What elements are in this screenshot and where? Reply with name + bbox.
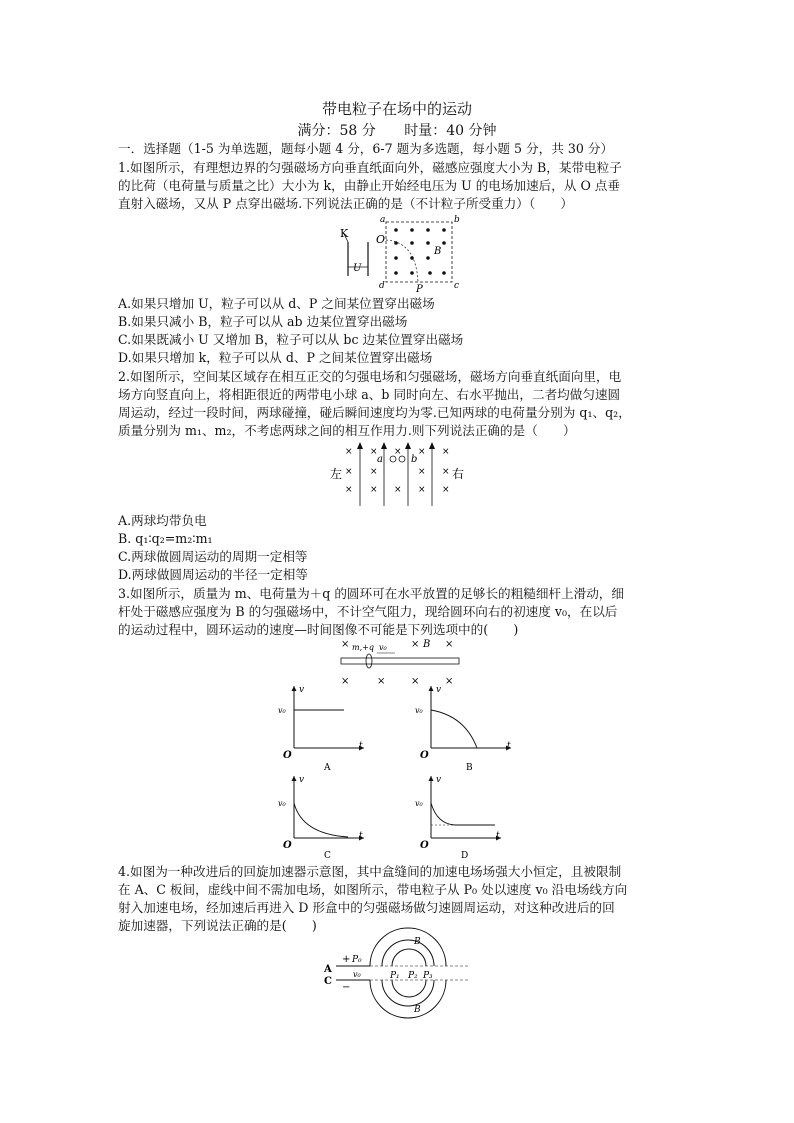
v0-label: v₀ bbox=[415, 799, 423, 808]
q2-option-b[interactable]: B. q₁∶q₂=m₂∶m₁ bbox=[118, 531, 213, 546]
graph-c bbox=[278, 772, 368, 860]
q1-option-a[interactable]: A.如果只增加 U，粒子可以从 d、P 之间某位置穿出磁场 bbox=[118, 296, 435, 311]
q2-option-c[interactable]: C.两球做圆周运动的周期一定相等 bbox=[118, 549, 308, 564]
svg-text:×: × bbox=[442, 485, 450, 495]
axis-v: v bbox=[436, 775, 442, 785]
v0-label: v₀ bbox=[415, 706, 423, 715]
q2-text-line: 质量分别为 m₁、m₂，不考虑两球之间的相互作用力.则下列说法正确的是（ ） bbox=[118, 423, 576, 438]
ball-b bbox=[399, 456, 405, 462]
label-B: B bbox=[423, 639, 431, 650]
v0-label: v₀ bbox=[278, 799, 286, 808]
full-score: 满分：58 分 bbox=[297, 123, 376, 139]
q2-text-line: 2.如图所示，空间某区域存在相互正交的匀强电场和匀强磁场，磁场方向垂直纸面向里，电 bbox=[118, 369, 622, 384]
svg-text:×: × bbox=[445, 639, 454, 650]
label-v0: v₀ bbox=[379, 643, 387, 652]
origin: O bbox=[283, 840, 292, 851]
curve bbox=[294, 803, 348, 837]
label-U: U bbox=[353, 263, 362, 274]
label-mq: m,+q bbox=[352, 643, 374, 652]
axis-v: v bbox=[436, 685, 442, 695]
axis-t: t bbox=[496, 831, 500, 841]
q1-option-b[interactable]: B.如果只减小 B，粒子可以从 ab 边某位置穿出磁场 bbox=[118, 314, 408, 329]
svg-text:×: × bbox=[442, 447, 450, 457]
label-a: a bbox=[380, 215, 386, 225]
svg-text:×: × bbox=[370, 467, 378, 477]
q1-text-line: 的比荷（电荷量与质量之比）大小为 k，由静止开始经电压为 U 的电场加速后，从 O 点垂 bbox=[118, 178, 620, 193]
label-P0: P₀ bbox=[352, 955, 362, 965]
q2-option-d[interactable]: D.两球做圆周运动的半径一定相等 bbox=[118, 567, 308, 582]
axis-t: t bbox=[359, 741, 363, 751]
graph-d bbox=[415, 772, 505, 860]
label-b: b bbox=[411, 454, 418, 465]
label-v0: v₀ bbox=[353, 970, 361, 979]
graph-label: C bbox=[324, 851, 331, 861]
page-title: 带电粒子在场中的运动 bbox=[321, 100, 472, 118]
q4-figure bbox=[320, 934, 480, 1016]
graph-label: B bbox=[466, 763, 473, 773]
q2-text-line: 场方向竖直向上，将相距很近的两带电小球 a、b 同时向左、右水平抛出，二者均做匀速圆 bbox=[118, 387, 621, 402]
rod bbox=[341, 658, 459, 664]
svg-text:×: × bbox=[418, 467, 426, 477]
exam-info bbox=[0, 120, 794, 140]
origin: O bbox=[420, 750, 429, 761]
q1-option-c[interactable]: C.如果既减小 U 又增加 B，粒子可以从 bc 边某位置穿出磁场 bbox=[118, 332, 464, 347]
curve bbox=[431, 803, 495, 825]
label-c: c bbox=[454, 281, 460, 291]
q4-text-line: 4.如图为一种改进后的回旋加速器示意图，其中盒缝间的加速电场场强大小恒定，且被限制 bbox=[118, 864, 622, 879]
svg-text:×: × bbox=[345, 485, 353, 495]
q4-text-line: 射入加速电场，经加速后再进入 D 形盒中的匀强磁场做匀速圆周运动，对这种改进后的回 bbox=[118, 900, 615, 915]
label-B: B bbox=[434, 246, 442, 257]
svg-text:×: × bbox=[394, 447, 402, 457]
q2-text-line: 周运动，经过一段时间，两球碰撞，碰后瞬间速度均为零.已知两球的电荷量分别为 q₁、q₂， bbox=[118, 405, 631, 420]
q4-text-line: 旋加速器，下列说法正确的是( ) bbox=[118, 918, 317, 933]
graph-a bbox=[278, 682, 368, 772]
svg-text:×: × bbox=[341, 639, 350, 650]
label-C: C bbox=[324, 976, 332, 987]
v0-label: v₀ bbox=[278, 706, 286, 715]
section-heading: 一．选择题（1-5 为单选题，题每小题 4 分，6-7 题为多选题，每小题 5 分，共 30 分） bbox=[118, 141, 614, 156]
q1-figure bbox=[330, 212, 470, 294]
svg-text:×: × bbox=[418, 485, 426, 495]
label-P1: P₁ bbox=[390, 971, 400, 981]
svg-text:×: × bbox=[411, 676, 420, 687]
svg-text:×: × bbox=[345, 447, 353, 457]
q1-text-line: 直射入磁场，又从 P 点穿出磁场.下列说法正确的是（不计粒子所受重力）（ ） bbox=[118, 196, 573, 211]
q3-text-line: 杆处于磁感应强度为 B 的匀强磁场中，不计空气阻力，现给圆环向右的初速度 v₀，在以后 bbox=[118, 604, 618, 619]
origin: O bbox=[420, 840, 429, 851]
label-plus: + bbox=[342, 954, 351, 965]
svg-text:×: × bbox=[411, 639, 420, 650]
q1-option-d[interactable]: D.如果只增加 k，粒子可以从 d、P 之间某位置穿出磁场 bbox=[118, 350, 433, 365]
label-B-bottom: B bbox=[414, 1005, 421, 1015]
graph-b bbox=[415, 682, 515, 772]
svg-text:×: × bbox=[370, 447, 378, 457]
time-limit: 时量：40 分钟 bbox=[404, 123, 497, 139]
label-K: K bbox=[340, 227, 349, 240]
q4-text-line: 在 A、C 板间，虚线中间不需加电场，如图所示，带电粒子从 P₀ 处以速度 v₀ 沿电场线方向 bbox=[118, 882, 628, 897]
field-crosses bbox=[345, 447, 450, 495]
axis-v: v bbox=[299, 775, 305, 785]
svg-text:×: × bbox=[341, 676, 350, 687]
origin: O bbox=[283, 750, 292, 761]
svg-text:×: × bbox=[345, 467, 353, 477]
axis-t: t bbox=[507, 741, 511, 751]
svg-text:×: × bbox=[394, 485, 402, 495]
q3-text-line: 3.如图所示，质量为 m、电荷量为＋q 的圆环可在水平放置的足够长的粗糙细杆上滑动，细 bbox=[118, 586, 624, 601]
label-d: d bbox=[379, 281, 385, 291]
label-A: A bbox=[324, 964, 332, 975]
label-O: O bbox=[376, 233, 386, 246]
ring bbox=[366, 654, 372, 668]
label-P2: P₂ bbox=[408, 971, 418, 981]
q1-text-line: 1.如图所示，有理想边界的匀强磁场方向垂直纸面向外，磁感应强度大小为 B，某带电粒子 bbox=[118, 160, 622, 175]
svg-text:×: × bbox=[370, 485, 378, 495]
graph-label: A bbox=[324, 763, 331, 773]
label-a: a bbox=[377, 454, 383, 465]
label-P: P bbox=[416, 284, 423, 295]
label-P3: P₃ bbox=[423, 971, 433, 981]
label-B-top: B bbox=[414, 937, 421, 947]
ball-a bbox=[390, 456, 396, 462]
svg-text:×: × bbox=[442, 467, 450, 477]
label-left: 左 bbox=[330, 467, 343, 481]
svg-text:×: × bbox=[418, 447, 426, 457]
svg-text:×: × bbox=[377, 676, 386, 687]
label-right: 右 bbox=[452, 467, 465, 481]
particle-path bbox=[386, 240, 418, 282]
axis-t: t bbox=[359, 831, 363, 841]
svg-text:×: × bbox=[445, 676, 454, 687]
axis-v: v bbox=[299, 685, 305, 695]
q2-option-a[interactable]: A.两球均带负电 bbox=[118, 513, 207, 528]
label-b: b bbox=[454, 215, 460, 225]
q3-text-line: 的运动过程中，圆环运动的速度—时间图像不可能是下列选项中的( ) bbox=[118, 622, 519, 637]
curve bbox=[431, 710, 477, 748]
label-minus: − bbox=[342, 982, 351, 993]
graph-label: D bbox=[461, 851, 469, 861]
q2-figure bbox=[330, 440, 470, 508]
